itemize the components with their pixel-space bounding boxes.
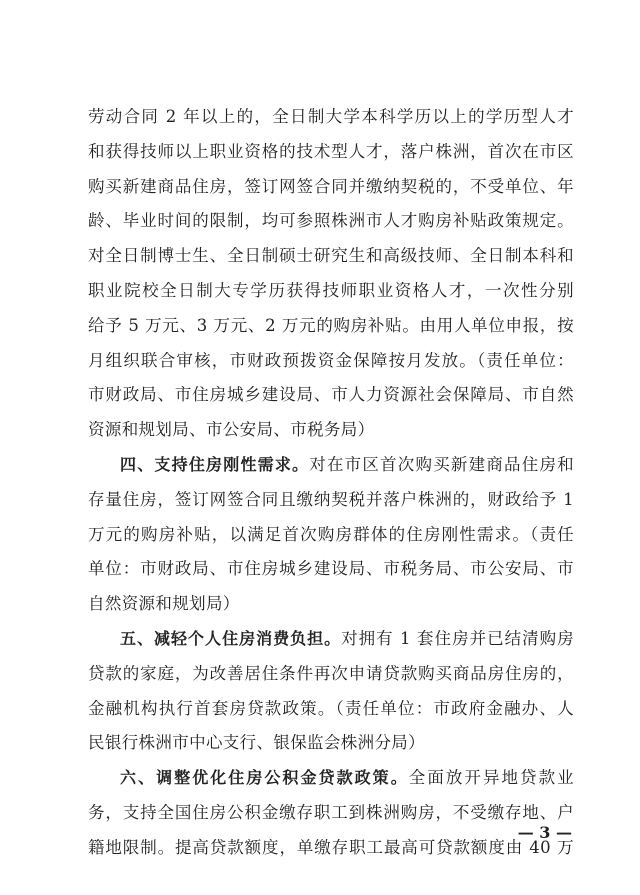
section-6-text: 全面放开异地贷款业 — [408, 768, 574, 788]
paragraph-line: 存量住房，签订网签合同且缴纳契税并落户株洲的，财政给予 1 — [88, 489, 574, 509]
paragraph-line: 给予 5 万元、3 万元、2 万元的购房补贴。由用人单位申报，按 — [88, 315, 574, 335]
section-6-first-line — [88, 761, 574, 796]
paragraph-line: 劳动合同 2 年以上的，全日制大学本科学历以上的学历型人才 — [88, 107, 574, 126]
paragraph-line: 金融机构执行首套房贷款政策。（责任单位：市政府金融办、人 — [88, 698, 574, 718]
paragraph-line: 自然资源和规划局） — [88, 594, 240, 614]
paragraph-line: 资源和规划局、市公安局、市税务局） — [88, 420, 375, 440]
paragraph-line: 购买新建商品住房，签订网签合同并缴纳契税的，不受单位、年 — [88, 176, 574, 196]
paragraph-line: 籍地限制。提高贷款额度，单缴存职工最高可贷款额度由 40 万 — [88, 837, 574, 857]
section-5-text: 对拥有 1 套住房并已结清购房 — [341, 628, 574, 648]
section-4-text: 对在市区首次购买新建商品住房和 — [309, 454, 574, 474]
section-4-heading: 四、支持住房刚性需求。 — [120, 454, 310, 474]
paragraph-line: 贷款的家庭，为改善居住条件再次申请贷款购买商品房住房的， — [88, 663, 574, 683]
paragraph-line: 务，支持全国住房公积金缴存职工到株洲购房，不受缴存地、户 — [88, 802, 574, 822]
paragraph-line: 市财政局、市住房城乡建设局、市人力资源社会保障局、市自然 — [88, 385, 574, 405]
paragraph-line: 民银行株洲市中心支行、银保监会株洲分局） — [88, 733, 425, 753]
paragraph-line: 龄、毕业时间的限制，均可参照株洲市人才购房补贴政策规定。 — [88, 211, 574, 231]
paragraph-line: 对全日制博士生、全日制硕士研究生和高级技师、全日制本科和 — [88, 246, 574, 266]
paragraph-line: 和获得技师以上职业资格的技术型人才，落户株洲，首次在市区 — [88, 141, 574, 161]
paragraph-line: 万元的购房补贴，以满足首次购房群体的住房刚性需求。（责任 — [88, 524, 574, 544]
body-text — [88, 100, 574, 866]
paragraph-line: 单位：市财政局、市住房城乡建设局、市税务局、市公安局、市 — [88, 559, 574, 579]
section-5-first-line — [88, 622, 574, 657]
page-number: — 3 — — [517, 823, 572, 842]
section-4-first-line — [88, 448, 574, 483]
paragraph-line: 月组织联合审核，市财政预拨资金保障按月发放。（责任单位： — [88, 350, 574, 370]
section-6-heading: 六、调整优化住房公积金贷款政策。 — [120, 768, 409, 788]
section-5-heading: 五、减轻个人住房消费负担。 — [120, 628, 342, 648]
paragraph-line: 职业院校全日制大专学历获得技师职业资格人才，一次性分别 — [88, 280, 574, 300]
